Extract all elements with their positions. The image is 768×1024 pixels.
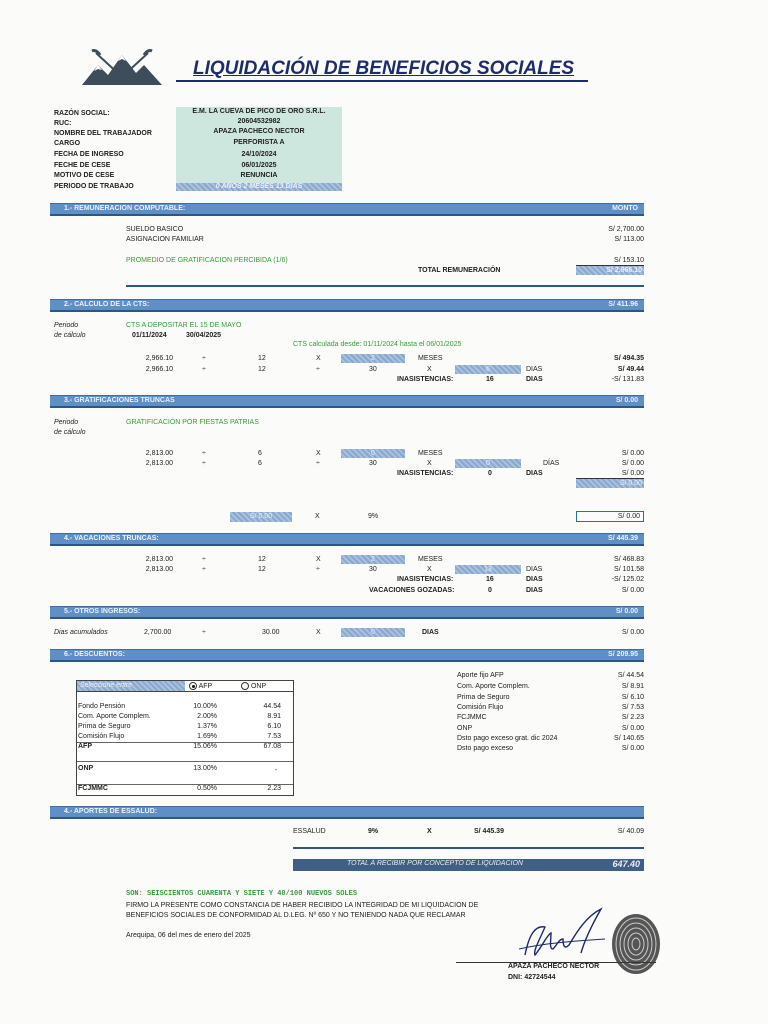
label-cargo: CARGO	[54, 140, 81, 147]
label-motivo-cese: MOTIVO DE CESE	[54, 172, 115, 179]
vac-inasistencias-label: INASISTENCIAS:	[397, 576, 454, 583]
desc-summary-label: Comisión Flujo	[457, 704, 504, 711]
desc-row-label: Comisión Flujo	[78, 733, 125, 740]
grat-r2-dias-base: 30	[369, 460, 377, 467]
essalud-label: ESSALUD	[293, 828, 326, 835]
section-1-header	[50, 203, 644, 216]
essalud-x: X	[427, 828, 432, 835]
vac-r1-div: 12	[258, 556, 266, 563]
section-6-title: 6.- DESCUENTOS:	[64, 651, 125, 658]
vac-r2-op: ÷	[202, 566, 206, 573]
vac-r1-meses: 2	[371, 556, 375, 563]
title-underline	[176, 80, 588, 82]
label-ruc: RUC:	[54, 120, 72, 127]
vac-gozadas-value: 0	[488, 587, 492, 594]
onp-label: ONP	[78, 765, 94, 772]
otros-dias: 0	[371, 629, 375, 636]
total-value: 647.40	[612, 859, 640, 869]
section-1-monto: MONTO	[612, 205, 638, 212]
desc-row-rate: 2.00%	[197, 713, 217, 720]
vac-r1-monto: S/ 468.83	[614, 556, 644, 563]
promedio-value: S/ 153.10	[614, 257, 644, 264]
grat-r2-op2: ÷	[316, 460, 320, 467]
grat-r2-dias: 0	[486, 460, 490, 467]
cts-r2-dias-base: 30	[369, 366, 377, 373]
cts-r1-div: 12	[258, 355, 266, 362]
desc-row-amount: 8.91	[267, 713, 281, 720]
grat-r2-op: ÷	[202, 460, 206, 467]
selector-divider	[77, 691, 293, 692]
page-title: LIQUIDACIÓN DE BENEFICIOS SOCIALES	[193, 58, 575, 79]
otros-div: 30.00	[262, 629, 280, 636]
desc-summary-label: Dsto pago exceso	[457, 745, 514, 752]
radio-afp-dot	[192, 685, 195, 688]
label-fecha-ingreso: FECHA DE INGRESO	[54, 151, 124, 158]
desc-summary-value: S/ 0.00	[621, 745, 644, 752]
desc-summary-value: S/ 44.54	[617, 672, 644, 679]
desc-summary-label: FCJMMC	[457, 714, 487, 721]
grat-r1-div: 6	[258, 450, 262, 457]
vac-inasistencias-unit: DIAS	[526, 576, 543, 583]
desc-row-amount: 44.54	[263, 703, 281, 710]
vac-gozadas-unit: DIAS	[526, 587, 543, 594]
cts-r2-unit: DIAS	[526, 366, 543, 373]
periodo-label-2: de cálculo	[54, 332, 86, 339]
total-label: TOTAL A RECIBIR POR CONCEPTO DE LIQUIDACIÓN	[347, 860, 523, 867]
section-5-title: 5.- OTROS INGRESOS:	[64, 608, 141, 615]
onp-amount: -	[274, 767, 277, 774]
radio-onp-label: ONP	[250, 682, 267, 690]
desc-row-rate: 1.69%	[197, 733, 217, 740]
vac-gozadas-label: VACACIONES GOZADAS:	[369, 587, 455, 594]
vac-r2-base: 2,813.00	[145, 566, 173, 573]
bono-rate: 9%	[368, 513, 379, 520]
essalud-monto: S/ 40.09	[617, 828, 644, 835]
value-fecha-ingreso: 24/10/2024	[241, 151, 277, 158]
desc-summary-label: Aporte fijo AFP	[457, 672, 504, 679]
vac-r1-op: ÷	[202, 556, 206, 563]
section-5-header	[50, 606, 644, 619]
section-4-monto: S/ 445.39	[608, 535, 638, 542]
desc-summary-label: ONP	[457, 725, 473, 732]
vac-r2-op2: ÷	[316, 566, 320, 573]
section-2-title: 2.- CALCULO DE LA CTS:	[64, 301, 150, 308]
value-cargo: PERFORISTA A	[233, 139, 285, 146]
sueldo-label: SUELDO BASICO	[126, 226, 184, 233]
cts-inasistencias-monto: -S/ 131.83	[611, 376, 644, 383]
vac-r2-unit: DIAS	[526, 566, 543, 573]
desc-row-label: Prima de Seguro	[78, 723, 131, 730]
value-periodo: 0 AÑOS 2 MESES 13 DIAS	[215, 183, 303, 190]
grat-r1-meses: 0	[371, 450, 375, 457]
cts-r2-dias: 6	[486, 366, 490, 373]
grat-r2-unit: DÍAS	[543, 460, 560, 467]
grat-r1-x: X	[316, 450, 321, 457]
vac-r2-div: 12	[258, 566, 266, 573]
desc-row-label: Com. Aporte Complem.	[78, 713, 151, 720]
bono-monto: S/ 0.00	[576, 511, 644, 522]
radio-afp[interactable]	[189, 682, 212, 690]
asignacion-label: ASIGNACION FAMILIAR	[126, 236, 204, 243]
grat-fiestas-label: GRATIFICACIÓN POR FIESTAS PATRIAS	[126, 419, 259, 426]
grat-inasistencias-unit: DIAS	[526, 470, 543, 477]
desc-summary-value: S/ 8.91	[621, 683, 644, 690]
cts-deposit-label: CTS A DEPOSITAR EL 15 DE MAYO	[126, 322, 242, 329]
label-trabajador: NOMBRE DEL TRABAJADOR	[54, 130, 152, 137]
vac-r2-dias: 13	[484, 566, 492, 573]
afp-total-rate: 15.06%	[193, 743, 217, 750]
cts-r1-meses: 2	[371, 355, 375, 362]
essalud-rate: 9%	[368, 828, 379, 835]
otros-base: 2,700.00	[144, 629, 172, 636]
son-amount-words: SON: SEISCIENTOS CUARENTA Y SIETE Y 40/100 NUEVOS SOLES	[126, 890, 358, 898]
grat-inasistencias-monto: S/ 0.00	[621, 470, 644, 477]
desc-row-label: Fondo Pensión	[78, 703, 126, 710]
bono-x: X	[315, 513, 320, 520]
section-4-header	[50, 533, 644, 546]
section-6-header	[50, 649, 644, 662]
section-7-title: 4.- APORTES DE ESSALUD:	[64, 808, 158, 815]
desc-summary-value: S/ 6.10	[621, 694, 644, 701]
cts-r2-div: 12	[258, 366, 266, 373]
radio-afp-circle[interactable]	[189, 682, 197, 690]
grat-r1-base: 2,813.00	[145, 450, 173, 457]
vac-inasistencias-value: 16	[486, 576, 494, 583]
cts-date-end: 30/04/2025	[186, 332, 222, 339]
section-7-header	[50, 806, 644, 819]
desc-summary-label: Dsto pago exceso grat. dic 2024	[457, 735, 558, 742]
otros-label: Dias acumulados	[54, 629, 108, 636]
section-2-header	[50, 299, 644, 312]
desc-summary-value: S/ 7.53	[621, 704, 644, 711]
total-remuneracion-label: TOTAL REMUNERACIÓN	[418, 267, 501, 274]
cts-inasistencias-label: INASISTENCIAS:	[397, 376, 454, 383]
radio-onp-circle[interactable]	[241, 682, 249, 690]
label-fecha-cese: FECHE DE CESE	[54, 162, 111, 169]
asignacion-value: S/ 113.00	[614, 236, 644, 243]
grat-periodo-label-2: de cálculo	[54, 429, 86, 436]
onp-divider	[77, 761, 293, 762]
bono-base: S/ 0.00	[249, 513, 273, 520]
radio-afp-label: AFP	[198, 682, 213, 690]
otros-unit: DIAS	[422, 629, 439, 636]
cts-r2-monto: S/ 49.44	[617, 366, 644, 373]
otros-x: X	[316, 629, 321, 636]
desc-row-rate: 10.00%	[193, 703, 217, 710]
desc-summary-value: S/ 2.23	[621, 714, 644, 721]
cts-inasistencias-value: 16	[486, 376, 494, 383]
cts-r1-monto: S/ 494.35	[614, 355, 644, 362]
cts-r1-x: X	[316, 355, 321, 362]
onp-rate: 13.00%	[193, 765, 217, 772]
grat-r1-op: ÷	[202, 450, 206, 457]
fcj-label: FCJMMC	[78, 785, 108, 792]
section-3-monto: S/ 0.00	[615, 397, 638, 404]
vac-r1-unit: MESES	[418, 556, 443, 563]
cts-calc-range: CTS calculada desde: 01/11/2024 hasta el 06/01/2025	[293, 341, 462, 348]
cts-r1-base: 2,966.10	[145, 355, 173, 362]
vac-r1-x: X	[316, 556, 321, 563]
signer-name: APAZA PACHECO NECTOR	[508, 963, 600, 970]
cts-date-start: 01/11/2024	[132, 332, 167, 339]
grat-inasistencias-value: 0	[488, 470, 492, 477]
section-2-monto: S/ 411.96	[608, 301, 638, 308]
vac-r2-monto: S/ 101.58	[614, 566, 644, 573]
vac-r2-dias-base: 30	[369, 566, 377, 573]
value-motivo-cese: RENUNCIA	[240, 172, 278, 179]
value-razon-social: E.M. LA CUEVA DE PICO DE ORO S.R.L.	[192, 108, 326, 115]
desc-summary-label: Com. Aporte Complem.	[457, 683, 530, 690]
cts-r2-op: ÷	[202, 366, 206, 373]
label-periodo: PERIODO DE TRABAJO	[54, 183, 134, 190]
place-date: Arequipa, 06 del mes de enero del 2025	[126, 932, 251, 939]
value-trabajador: APAZA PACHECO NECTOR	[213, 128, 305, 135]
value-ruc: 20604532982	[237, 118, 281, 125]
total-remuneracion-value: S/ 2,966.10	[606, 267, 642, 274]
desc-summary-value: S/ 140.65	[614, 735, 644, 742]
desc-summary-value: S/ 0.00	[621, 725, 644, 732]
section-3-title: 3.- GRATIFICACIONES TRUNCAS	[64, 397, 175, 404]
grat-r2-monto: S/ 0.00	[621, 460, 644, 467]
grat-periodo-label: Periodo	[54, 419, 79, 426]
fcj-rate: 0.50%	[197, 785, 217, 792]
sueldo-value: S/ 2,700.00	[608, 226, 644, 233]
grat-inasistencias-label: INASISTENCIAS:	[397, 470, 454, 477]
afp-total-amount: 67.08	[263, 743, 281, 750]
grat-r1-monto: S/ 0.00	[621, 450, 644, 457]
mountain-logo	[78, 47, 166, 89]
otros-monto: S/ 0.00	[621, 629, 644, 636]
grat-r2-div: 6	[258, 460, 262, 467]
desc-row-rate: 1.37%	[197, 723, 217, 730]
desc-row-amount: 7.53	[267, 733, 281, 740]
vac-gozadas-monto: S/ 0.00	[621, 587, 644, 594]
signer-dni: DNI: 42724544	[508, 974, 556, 981]
divider	[293, 847, 644, 849]
promedio-label: PROMEDIO DE GRATIFICACION PERCIBIDA (1/6)	[126, 257, 288, 264]
section-4-title: 4.- VACACIONES TRUNCAS:	[64, 535, 159, 542]
label-razon-social: RAZÓN SOCIAL:	[54, 110, 110, 117]
grat-r1-unit: MESES	[418, 450, 443, 457]
grat-r2-x: X	[427, 460, 432, 467]
value-fecha-cese: 06/01/2025	[241, 162, 277, 169]
periodo-label: Periodo	[54, 322, 79, 329]
conformity-text-1: FIRMO LA PRESENTE COMO CONSTANCIA DE HABER RECIBIDO LA INTEGRIDAD DE MI LIQUIDACION DE	[126, 902, 479, 909]
desc-summary-label: Prima de Seguro	[457, 694, 510, 701]
selector-header: Seleccione entre	[80, 682, 133, 689]
vac-inasistencias-monto: -S/ 125.02	[611, 576, 644, 583]
otros-op: ÷	[202, 629, 206, 636]
radio-onp[interactable]	[241, 682, 266, 690]
pension-selector-box	[76, 680, 294, 796]
cts-r2-op2: ÷	[316, 366, 320, 373]
desc-row-amount: 6.10	[267, 723, 281, 730]
afp-total-label: AFP	[78, 743, 92, 750]
cts-r2-x: X	[427, 366, 432, 373]
fcj-amount: 2.23	[267, 785, 281, 792]
grat-subtotal: S/ 0.00	[619, 480, 642, 487]
grat-r2-base: 2,813.00	[145, 460, 173, 467]
cts-r1-op: ÷	[202, 355, 206, 362]
cts-inasistencias-unit: DIAS	[526, 376, 543, 383]
signature-icon	[505, 905, 615, 965]
essalud-base: S/ 445.39	[474, 828, 504, 835]
section-3-header	[50, 395, 644, 408]
section-1-title: 1.- REMUNERACION COMPUTABLE:	[64, 205, 186, 212]
cts-r2-base: 2,966.10	[145, 366, 173, 373]
vac-r1-base: 2,813.00	[145, 556, 173, 563]
fingerprint-icon	[610, 912, 662, 976]
divider	[126, 285, 644, 287]
vac-r2-x: X	[427, 566, 432, 573]
conformity-text-2: BENEFICIOS SOCIALES DE CONFORMIDAD AL D.LEG. Nº 650 Y NO TENIENDO NADA QUE RECLAMAR	[126, 912, 466, 919]
section-5-monto: S/ 0.00	[615, 608, 638, 615]
section-6-monto: S/ 209.95	[608, 651, 638, 658]
cts-r1-unit: MESES	[418, 355, 443, 362]
